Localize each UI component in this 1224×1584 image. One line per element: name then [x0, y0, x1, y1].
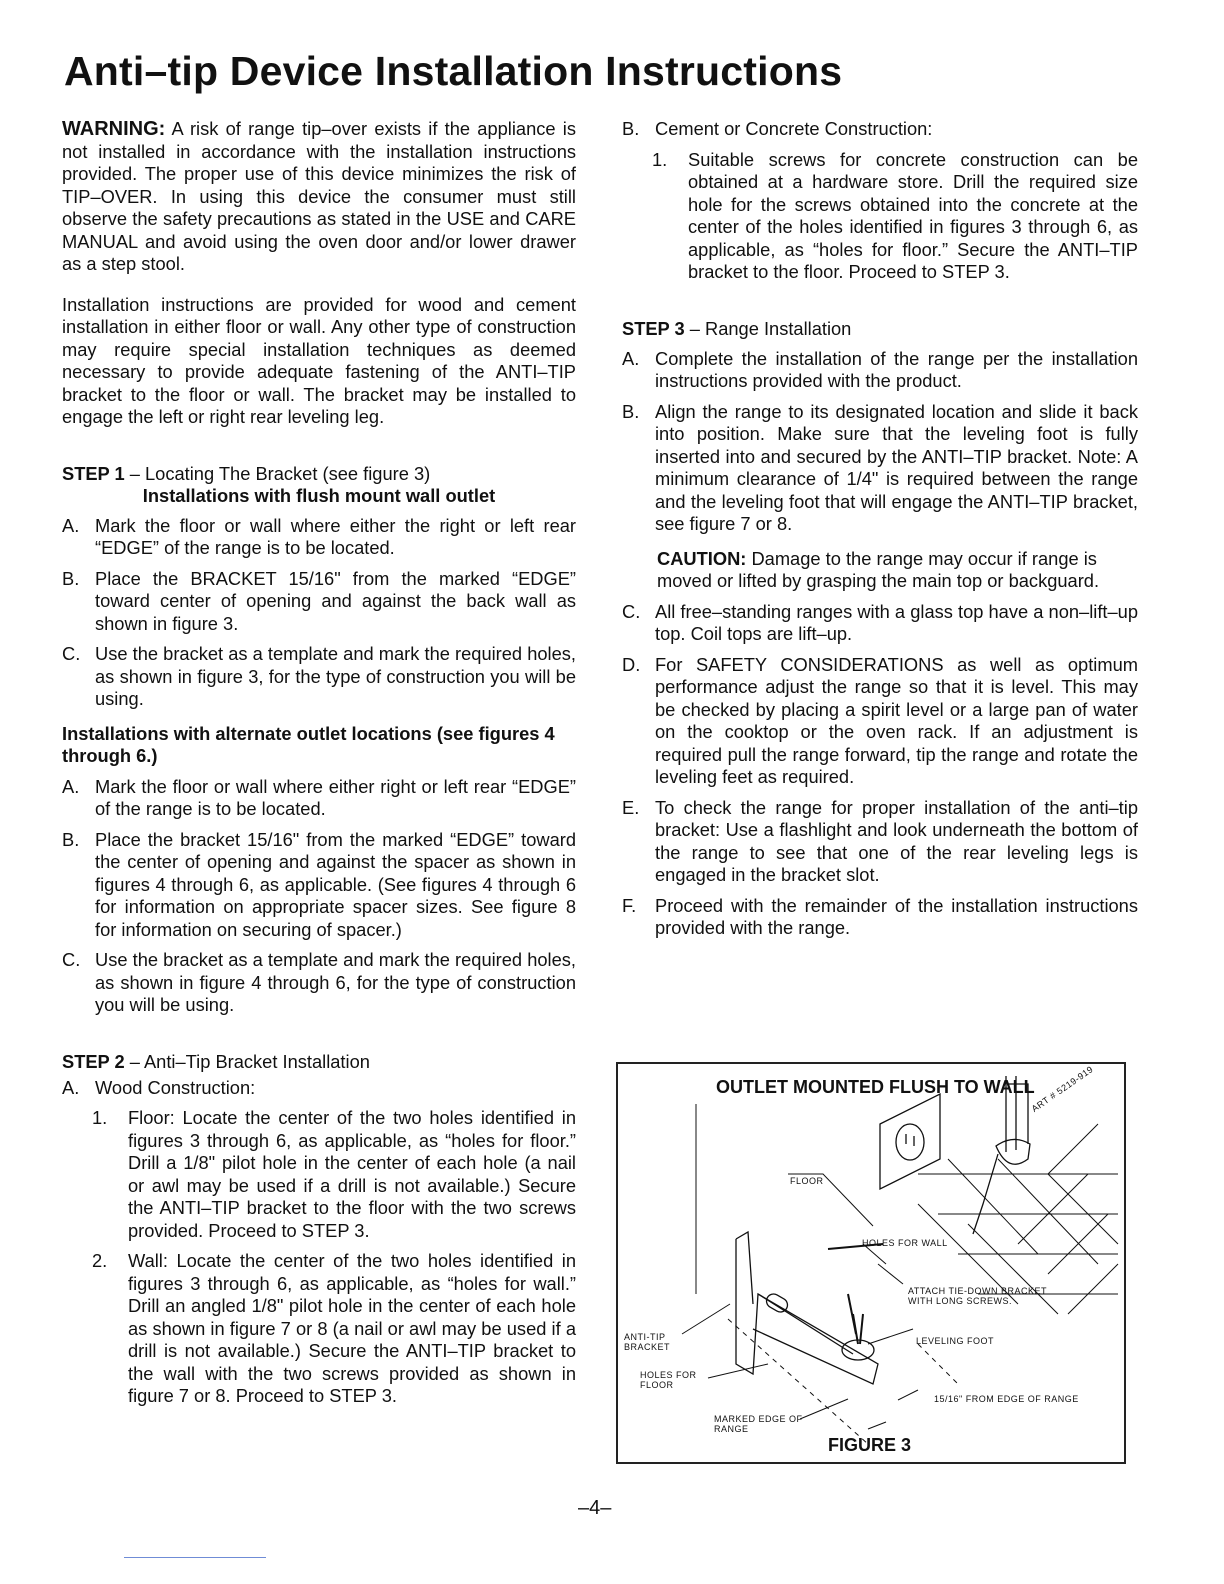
- item-text: Use the bracket as a template and mark the required holes, as shown in figure 3, for the type of construction you will be using.: [95, 643, 576, 709]
- figure-marked-edge-label: MARKED EDGE OF RANGE: [714, 1414, 803, 1434]
- list-item: [62, 568, 576, 636]
- step2-title: – Anti–Tip Bracket Installation: [124, 1050, 370, 1072]
- step1-heading: [62, 463, 576, 485]
- list-item: [622, 401, 1138, 536]
- item-letter: A.: [622, 347, 640, 369]
- right-column: [622, 118, 1138, 940]
- left-column: [62, 118, 576, 1408]
- intro-paragraph: Installation instructions are provided for wood and cement installation in either floor or wall. Any other type of construction may require special installation techniques as deemed necessary to provide adequate fastening of the ANTI–TIP bracket to the floor or wall. The bracket may be installed to engage the left or right rear leveling leg.: [62, 293, 576, 427]
- step3-label: STEP 3: [622, 317, 685, 339]
- item-letter: B.: [622, 400, 640, 422]
- item-text: Cement or Concrete Construction:: [655, 118, 933, 139]
- alt-outlet-list: [62, 776, 576, 1017]
- step1-title: – Locating The Bracket (see figure 3): [124, 462, 431, 484]
- item-letter: A.: [62, 775, 80, 797]
- item-letter: B.: [62, 828, 80, 850]
- figure-caption: FIGURE 3: [828, 1435, 912, 1455]
- page-number: –4–: [578, 1497, 612, 1519]
- caution-label: CAUTION:: [657, 547, 747, 569]
- step3-list: [622, 348, 1138, 536]
- list-item: [62, 776, 576, 821]
- divider: [124, 1557, 266, 1558]
- item-text: Proceed with the remainder of the installation instructions provided with the range.: [655, 894, 1138, 938]
- item-letter: 1.: [652, 148, 668, 170]
- list-item: [62, 949, 576, 1017]
- step3-title: – Range Installation: [684, 317, 852, 339]
- list-item: [92, 1250, 576, 1408]
- item-text: Wood Construction:: [95, 1076, 256, 1098]
- warning-paragraph: [62, 118, 576, 276]
- item-text: Use the bracket as a template and mark the required holes, as shown in figure 4 through 6, for the type of construction you will be using.: [95, 949, 576, 1015]
- item-letter: 2.: [92, 1250, 108, 1271]
- item-letter: B.: [62, 567, 80, 589]
- item-text: Mark the floor or wall where either the right or left rear “EDGE” of the range is to be located.: [95, 514, 576, 558]
- figure-leveling-label: LEVELING FOOT: [916, 1336, 995, 1346]
- item-text: Mark the floor or wall where either right or left rear “EDGE” of the range is to be located.: [95, 775, 576, 819]
- list-item: [652, 149, 1138, 284]
- figure-holes-floor-label: HOLES FOR FLOOR: [640, 1370, 697, 1390]
- item-letter: C.: [62, 949, 81, 970]
- item-text: Place the bracket 15/16" from the marked “EDGE” toward the center of opening and against the spacer as shown in figures 4 through 6, as applicable. (See figures 4 through 6 for information on appropriate spacer sizes. See figure 8 for information on securing of spacer.): [95, 828, 576, 940]
- list-item: [622, 654, 1138, 789]
- step1-list: [62, 515, 576, 711]
- list-item: [622, 348, 1138, 393]
- item-letter: C.: [622, 600, 641, 622]
- cement-construction-list: [622, 149, 1138, 284]
- figure-attach-label: ATTACH TIE-DOWN BRACKET WITH LONG SCREWS.: [908, 1286, 1047, 1306]
- item-text: Suitable screws for concrete construction can be obtained at a hardware store. Drill the required size hole for the screws obtained into the concrete at the center of the holes identified in figures 3 through 6, as applicable, as “holes for floor.” Secure the ANTI–TIP bracket to the floor. Proceed to STEP 3.: [688, 148, 1138, 282]
- item-text: Wall: Locate the center of the two holes identified in figures 3 through 6, as applicable, as “holes for wall.” Drill an angled 1/8" pilot hole in the center of each hole as shown in figure 7 or 8 (a nail or awl may be used if a drill is not available.) Secure the ANTI–TIP bracket to the wall with the two screws provided as shown in figure 7 or 8. Proceed to STEP 3.: [128, 1250, 576, 1406]
- list-item: [62, 1077, 576, 1100]
- wood-construction-list: [62, 1107, 576, 1408]
- item-letter: D.: [622, 653, 641, 675]
- item-letter: E.: [622, 796, 640, 818]
- item-text: Complete the installation of the range per the installation instructions provided with the product.: [655, 347, 1138, 391]
- list-item: [622, 601, 1138, 646]
- warning-text: A risk of range tip–over exists if the appliance is not installed in accordance with the installation instructions provided. The proper use of this device minimizes the risk of TIP–OVER. In using this device the consumer must still observe the safety precautions as stated in the USE and CARE MANUAL and avoid using the oven door and/or lower drawer as a step stool.: [62, 118, 576, 274]
- figure-anti-tip-label: ANTI-TIP BRACKET: [624, 1332, 671, 1352]
- step1-label: STEP 1: [62, 462, 125, 484]
- warning-label: WARNING:: [62, 118, 166, 140]
- step2-label: STEP 2: [62, 1050, 125, 1072]
- figure-floor-label: FLOOR: [790, 1176, 824, 1186]
- list-item: [622, 797, 1138, 887]
- figure-art-number: ART # 5219-919: [1029, 1064, 1096, 1114]
- figure-outlet-label: OUTLET MOUNTED FLUSH TO WALL: [716, 1077, 1035, 1097]
- item-text: Align the range to its designated location and slide it back into position. Make sure that the leveling foot is fully inserted into and secured by the ANTI–TIP bracket. Note: A minimum clearance of 1/4" is required between the range and the leveling foot that will engage the ANTI–TIP bracket, see figure 7 or 8.: [655, 400, 1138, 534]
- page-title: Anti–tip Device Installation Instructions: [64, 48, 843, 94]
- item-letter: F.: [622, 894, 637, 916]
- figure-3: [616, 1062, 1126, 1464]
- alt-outlet-heading: Installations with alternate outlet locations (see figures 4 through 6.): [62, 722, 555, 766]
- list-item: [622, 895, 1138, 940]
- item-letter: A.: [62, 1076, 80, 1098]
- item-letter: B.: [622, 118, 640, 139]
- caution-note: [657, 548, 1138, 593]
- step3-list-continued: [622, 601, 1138, 940]
- item-letter: C.: [62, 643, 81, 664]
- item-text: To check the range for proper installation of the anti–tip bracket: Use a flashlight and look underneath the bottom of the range to see that one of the rear leveling legs is engaged in the bracket slot.: [655, 796, 1138, 885]
- step3-heading: [622, 318, 1138, 340]
- item-text: Floor: Locate the center of the two holes identified in figures 3 through 6, as applicable, as “holes for floor.” Drill a 1/8" pilot hole in the center of each hole (a nail or awl may be used if a drill is not available.) Secure the ANTI–TIP bracket to the floor with the two screws provided. Proceed to STEP 3.: [128, 1107, 576, 1241]
- list-item: [62, 643, 576, 711]
- list-item: [62, 515, 576, 560]
- figure-distance-label: 15/16" FROM EDGE OF RANGE: [934, 1394, 1079, 1404]
- item-text: All free–standing ranges with a glass top have a non–lift–up top. Coil tops are lift–up.: [655, 600, 1138, 644]
- list-item: [62, 829, 576, 942]
- item-text: Place the BRACKET 15/16" from the marked “EDGE” toward center of opening and against the back wall as shown in figure 3.: [95, 567, 576, 634]
- figure-holes-wall-label: HOLES FOR WALL: [862, 1238, 948, 1248]
- item-letter: 1.: [92, 1107, 108, 1128]
- item-letter: A.: [62, 514, 80, 536]
- step1-subhead: Installations with flush mount wall outlet: [142, 484, 496, 506]
- list-item: [622, 118, 1138, 141]
- step2-heading: [62, 1051, 576, 1073]
- list-item: [92, 1107, 576, 1242]
- item-text: For SAFETY CONSIDERATIONS as well as optimum performance adjust the range so that it is level. This may be checked by placing a spirit level or a large pan of water on the cooktop or the oven rack. If an adjustment is required pull the range forward, tip the range and rotate the leveling feet as required.: [655, 653, 1138, 787]
- caution-text: Damage to the range may occur if range is moved or lifted by grasping the main top or backguard.: [657, 547, 1100, 591]
